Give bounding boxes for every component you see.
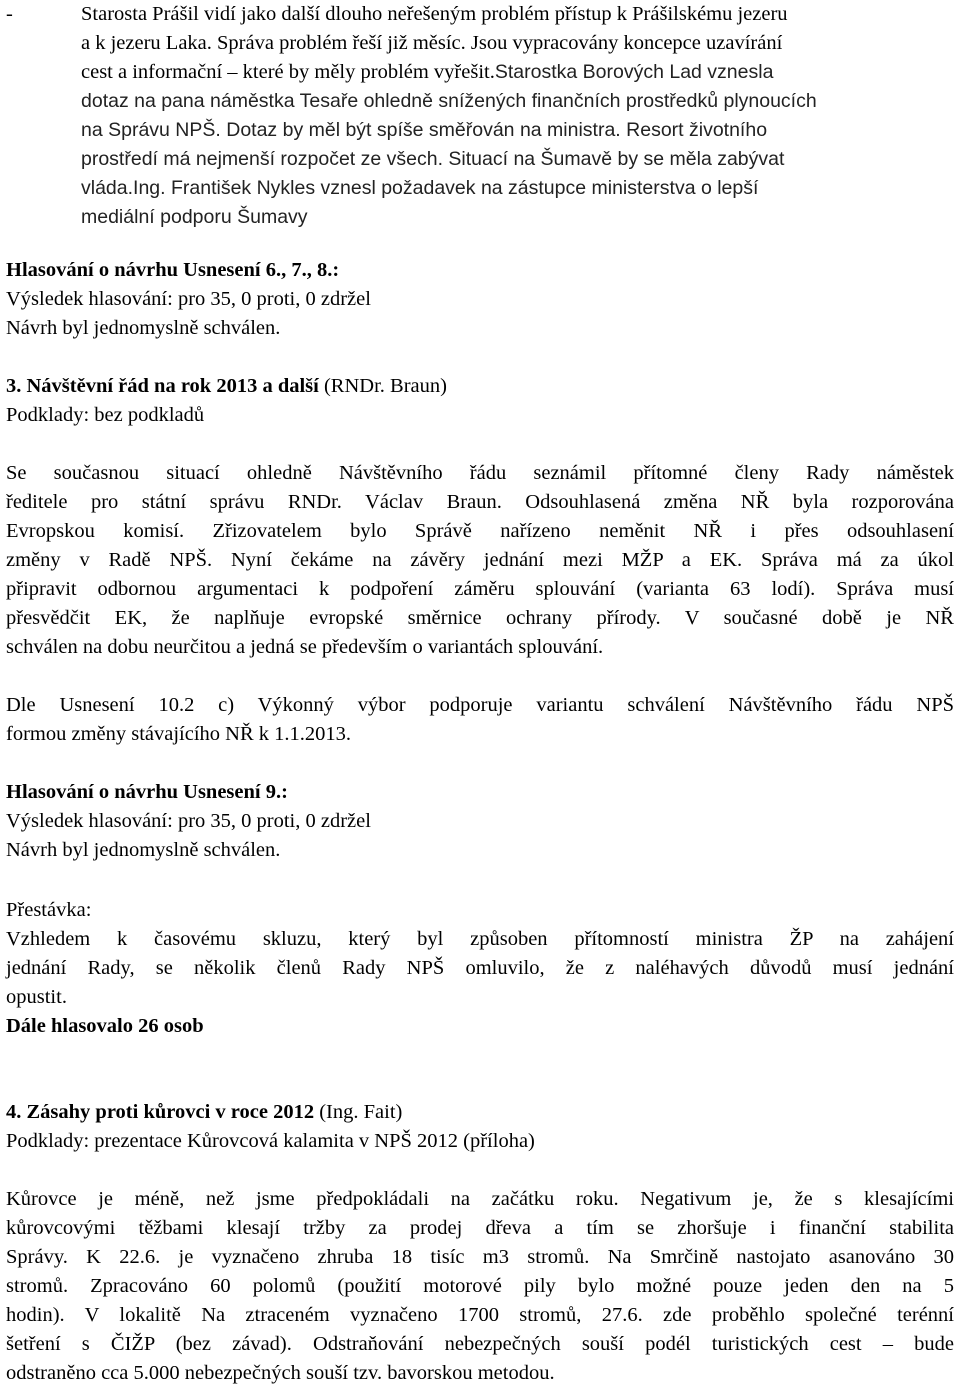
bullet-line-sans: Starostka Borových Lad vznesla [494, 61, 774, 83]
bullet-line [81, 203, 956, 232]
resolution-line: Dle Usnesení 10.2 c) Výkonný výbor podporuje variantu schválení Návštěvního řádu NPŠ [6, 694, 954, 716]
paragraph-line: opustit. [6, 986, 67, 1008]
bullet-line-sans: dotaz na pana náměstka Tesaře ohledně snížených finančních prostředků plynoucích [81, 90, 817, 112]
bullet-line [81, 58, 956, 87]
paragraph-line: jednání Rady, se několik členů Rady NPŠ omluvilo, že z naléhavých důvodů musí jednání [6, 957, 954, 979]
paragraph-line: Se současnou situací ohledně Návštěvního řádu seznámil přítomné členy Rady náměstek [6, 462, 954, 484]
paragraph-line: Kůrovce je méně, než jsme předpokládali na začátku roku. Negativum je, že s klesajícími [6, 1188, 954, 1210]
paragraph-line: připravit odbornou argumentaci k podpoření záměru splouvání (varianta 63 lodí). Správa musí [6, 578, 954, 600]
bullet-dash: - [6, 3, 13, 25]
paragraph-line: schválen na dobu neurčitou a jedná se především o variantách splouvání. [6, 636, 604, 658]
bullet-line-sans: prostředí má nejmenší rozpočet ze všech. Situací na Šumavě by se měla zabývat [81, 148, 785, 170]
vote-result: Výsledek hlasování: pro 35, 0 proti, 0 zdržel [6, 288, 371, 310]
paragraph-line: hodin). V lokalitě Na ztraceném vyznačeno 1700 stromů, 27.6. zde proběhlo společné terénní [6, 1304, 954, 1326]
bullet-line [81, 29, 956, 58]
section-heading-presenter: (RNDr. Braun) [318, 375, 447, 397]
vote-block-1 [6, 256, 954, 343]
bullet-line [81, 116, 956, 145]
bullet-line [81, 174, 956, 203]
section-3-paragraph [6, 459, 954, 662]
bullet-line-sans: na Správu NPŠ. Dotaz by měl být spíše směřován na ministra. Resort životního [81, 119, 768, 141]
resolution-line: formou změny stávajícího NŘ k 1.1.2013. [6, 723, 352, 745]
bullet-line-serif: Starosta Prášil vidí jako další dlouho neřešeným problém přístup k Prášilskému jezeru [81, 3, 788, 25]
break-block [6, 896, 954, 1041]
vote-heading: Hlasování o návrhu Usnesení 6., 7., 8.: [6, 259, 340, 281]
paragraph-line: změny v Radě NPŠ. Nyní čekáme na závěry jednání mezi MŽP a EK. Správa má za úkol [6, 549, 954, 571]
paragraph-line: šetření s ČIŽP (bez závad). Odstraňování nebezpečných souší podél turistických cest – bude [6, 1333, 954, 1355]
bullet-line-sans: mediální podporu Šumavy [81, 206, 308, 228]
bullet-line [81, 87, 956, 116]
paragraph-line: Evropskou komisí. Zřizovatelem bylo Správě nařízeno neměnit NŘ i přes odsouhlasení [6, 520, 954, 542]
section-heading-presenter: (Ing. Fait) [314, 1101, 403, 1123]
paragraph-line: odstraněno cca 5.000 nebezpečných souší tzv. bavorskou metodou. [6, 1362, 555, 1384]
vote-approved: Návrh byl jednomyslně schválen. [6, 839, 281, 861]
paragraph-line: přesvědčit EK, že naplňuje evropské směrnice ochrany přírody. V současné době je NŘ [6, 607, 954, 629]
bullet-line-serif: a k jezeru Laka. Správa problém řeší již měsíc. Jsou vypracovány koncepce uzavírání [81, 32, 783, 54]
section-4-paragraph [6, 1185, 954, 1388]
vote-approved: Návrh byl jednomyslně schválen. [6, 317, 281, 339]
voting-count: Dále hlasovalo 26 osob [6, 1015, 204, 1037]
vote-block-2 [6, 778, 954, 865]
paragraph-line: ředitele pro státní správu RNDr. Václav Braun. Odsouhlasená změna NŘ byla rozporována [6, 491, 954, 513]
vote-result: Výsledek hlasování: pro 35, 0 proti, 0 zdržel [6, 810, 371, 832]
bullet-line-sans: vláda.Ing. František Nykles vznesl požadavek na zástupce ministerstva o lepší [81, 177, 759, 199]
paragraph-line: kůrovcovými těžbami klesají tržby za prodej dřeva a tím se zhoršuje i finanční stabilita [6, 1217, 954, 1239]
section-3 [6, 372, 954, 430]
paragraph-line: stromů. Zpracováno 60 polomů (použití motorové pily bylo možné pouze jeden den na 5 [6, 1275, 954, 1297]
bullet-text [81, 0, 956, 232]
section-heading-title: 3. Návštěvní řád na rok 2013 a další [6, 375, 319, 397]
section-materials: Podklady: bez podkladů [6, 404, 205, 426]
section-heading [6, 372, 954, 401]
section-materials: Podklady: prezentace Kůrovcová kalamita v NPŠ 2012 (příloha) [6, 1130, 535, 1152]
section-4 [6, 1098, 954, 1156]
bullet-line-serif: cest a informační – které by měly problém vyřešit. [81, 61, 495, 83]
paragraph-line: Správy. K 22.6. je vyznačeno zhruba 18 tisíc m3 stromů. Na Smrčině nastojato asanováno 30 [6, 1246, 954, 1268]
break-label: Přestávka: [6, 899, 92, 921]
paragraph-line: Vzhledem k časovému skluzu, který byl způsoben přítomností ministra ŽP na zahájení [6, 928, 954, 950]
section-3-resolution [6, 691, 954, 749]
vote-heading: Hlasování o návrhu Usnesení 9.: [6, 781, 288, 803]
section-heading [6, 1098, 954, 1127]
bullet-line [81, 0, 956, 29]
section-heading-title: 4. Zásahy proti kůrovci v roce 2012 [6, 1101, 315, 1123]
bullet-line [81, 145, 956, 174]
